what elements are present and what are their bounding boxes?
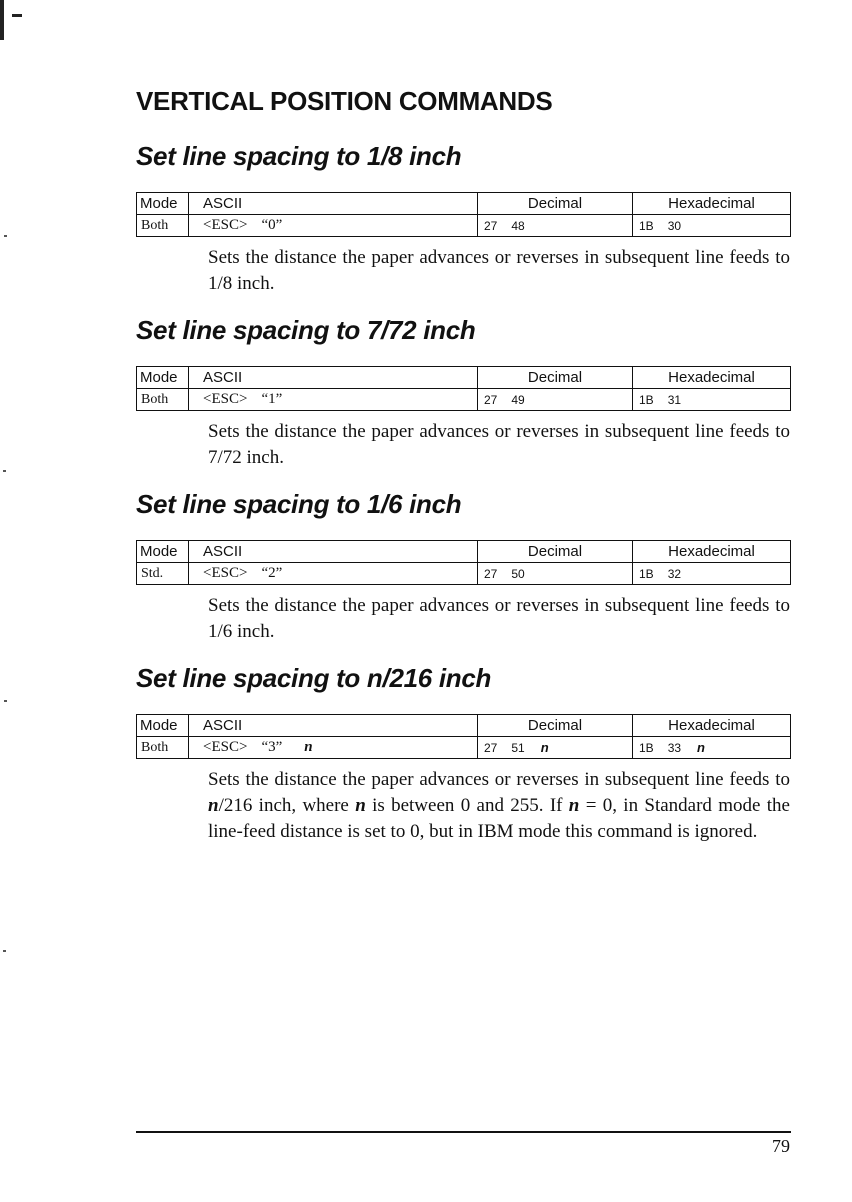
ascii-code: “0” (261, 217, 283, 233)
hex-cell (633, 389, 791, 411)
section-title: Set line spacing to n/216 inch (136, 663, 492, 693)
decimal-cell (478, 737, 633, 759)
param-n: n (697, 740, 705, 755)
table-header-row (137, 193, 791, 215)
hex-code: 1B (639, 741, 654, 755)
table-row (137, 389, 791, 411)
ascii-code: <ESC> (203, 391, 248, 407)
section-description: Sets the distance the paper advances or reverses in subsequent line feeds to 1/6 inch. (208, 595, 790, 642)
ascii-header: ASCII (189, 541, 478, 563)
decimal-cell (478, 215, 633, 237)
hex-code: 1B (639, 218, 654, 233)
table-row (137, 215, 791, 237)
scan-speck (4, 700, 7, 702)
ascii-code: <ESC> (203, 565, 248, 581)
hex-code: 33 (667, 741, 682, 755)
ascii-code: <ESC> (203, 217, 248, 233)
ascii-code: <ESC> (203, 739, 248, 755)
ascii-header: ASCII (189, 193, 478, 215)
hex-cell (633, 215, 791, 237)
decimal-header: Decimal (478, 367, 633, 389)
decimal-code: 27 (484, 566, 498, 581)
command-table (136, 540, 791, 585)
ascii-cell (189, 563, 478, 585)
mode-cell: Std. (137, 563, 189, 585)
desc-text: /216 inch, where (218, 795, 356, 816)
section-description: Sets the distance the paper advances or reverses in subsequent line feeds to 1/8 inch. (208, 247, 790, 294)
hex-code: 1B (639, 392, 654, 407)
command-table (136, 366, 791, 411)
footer-rule (136, 1131, 791, 1133)
section-title: Set line spacing to 1/8 inch (136, 141, 462, 171)
table-row (137, 563, 791, 585)
decimal-header: Decimal (478, 715, 633, 737)
hex-header: Hexadecimal (633, 541, 791, 563)
desc-text: is between 0 and 255. If (365, 795, 569, 816)
mode-header: Mode (137, 193, 189, 215)
hex-header: Hexadecimal (633, 715, 791, 737)
scan-speck (4, 235, 7, 237)
ascii-code: “3” (261, 739, 283, 755)
section-title: Set line spacing to 1/6 inch (136, 489, 462, 519)
scan-speck (3, 470, 6, 472)
table-header-row (137, 367, 791, 389)
scan-speck (3, 950, 6, 952)
desc-text: = 0, in Standard mode the line-feed distance is set to 0, but in IBM mode this command is ignored. (208, 795, 790, 842)
mode-header: Mode (137, 367, 189, 389)
desc-param: n (568, 795, 580, 816)
desc-param: n (208, 795, 219, 816)
command-section (136, 315, 791, 471)
command-section (136, 663, 791, 845)
decimal-code: 49 (511, 392, 525, 407)
section-title: Set line spacing to 7/72 inch (136, 315, 476, 345)
table-header-row (137, 541, 791, 563)
mode-cell: Both (137, 389, 189, 411)
hex-code: 1B (639, 566, 654, 581)
decimal-header: Decimal (478, 541, 633, 563)
param-n: n (540, 740, 549, 755)
ascii-cell (189, 389, 478, 411)
page-number: 79 (772, 1136, 790, 1156)
hex-code: 32 (667, 566, 682, 581)
decimal-cell (478, 563, 633, 585)
page-content (136, 86, 791, 863)
section-description (208, 767, 790, 845)
desc-text: Sets the distance the paper advances or reverses in subsequent line feeds to (208, 769, 790, 790)
decimal-cell (478, 389, 633, 411)
ascii-header: ASCII (189, 367, 478, 389)
command-section (136, 489, 791, 645)
decimal-code: 27 (484, 218, 498, 233)
section-description: Sets the distance the paper advances or reverses in subsequent line feeds to 7/72 inch. (208, 421, 790, 468)
mode-header: Mode (137, 715, 189, 737)
hex-header: Hexadecimal (633, 367, 791, 389)
decimal-code: 48 (511, 218, 525, 233)
table-row (137, 737, 791, 759)
decimal-header: Decimal (478, 193, 633, 215)
ascii-code: “1” (261, 391, 283, 407)
hex-header: Hexadecimal (633, 193, 791, 215)
command-table (136, 192, 791, 237)
mode-header: Mode (137, 541, 189, 563)
ascii-cell (189, 215, 478, 237)
page-heading: VERTICAL POSITION COMMANDS (136, 86, 553, 116)
command-section (136, 141, 791, 297)
ascii-cell (189, 737, 478, 759)
desc-param: n (355, 795, 366, 816)
param-n: n (304, 739, 313, 755)
hex-cell (633, 737, 791, 759)
decimal-code: 27 (484, 741, 498, 755)
scan-margin-dash (12, 14, 22, 17)
hex-code: 31 (667, 392, 682, 407)
command-table (136, 714, 791, 759)
mode-cell: Both (137, 215, 189, 237)
scan-margin-mark (0, 0, 4, 40)
decimal-code: 51 (511, 741, 525, 755)
hex-code: 30 (667, 218, 682, 233)
decimal-code: 27 (484, 392, 498, 407)
mode-cell: Both (137, 737, 189, 759)
table-header-row (137, 715, 791, 737)
decimal-code: 50 (511, 566, 525, 581)
hex-cell (633, 563, 791, 585)
ascii-header: ASCII (189, 715, 478, 737)
ascii-code: “2” (261, 565, 283, 581)
